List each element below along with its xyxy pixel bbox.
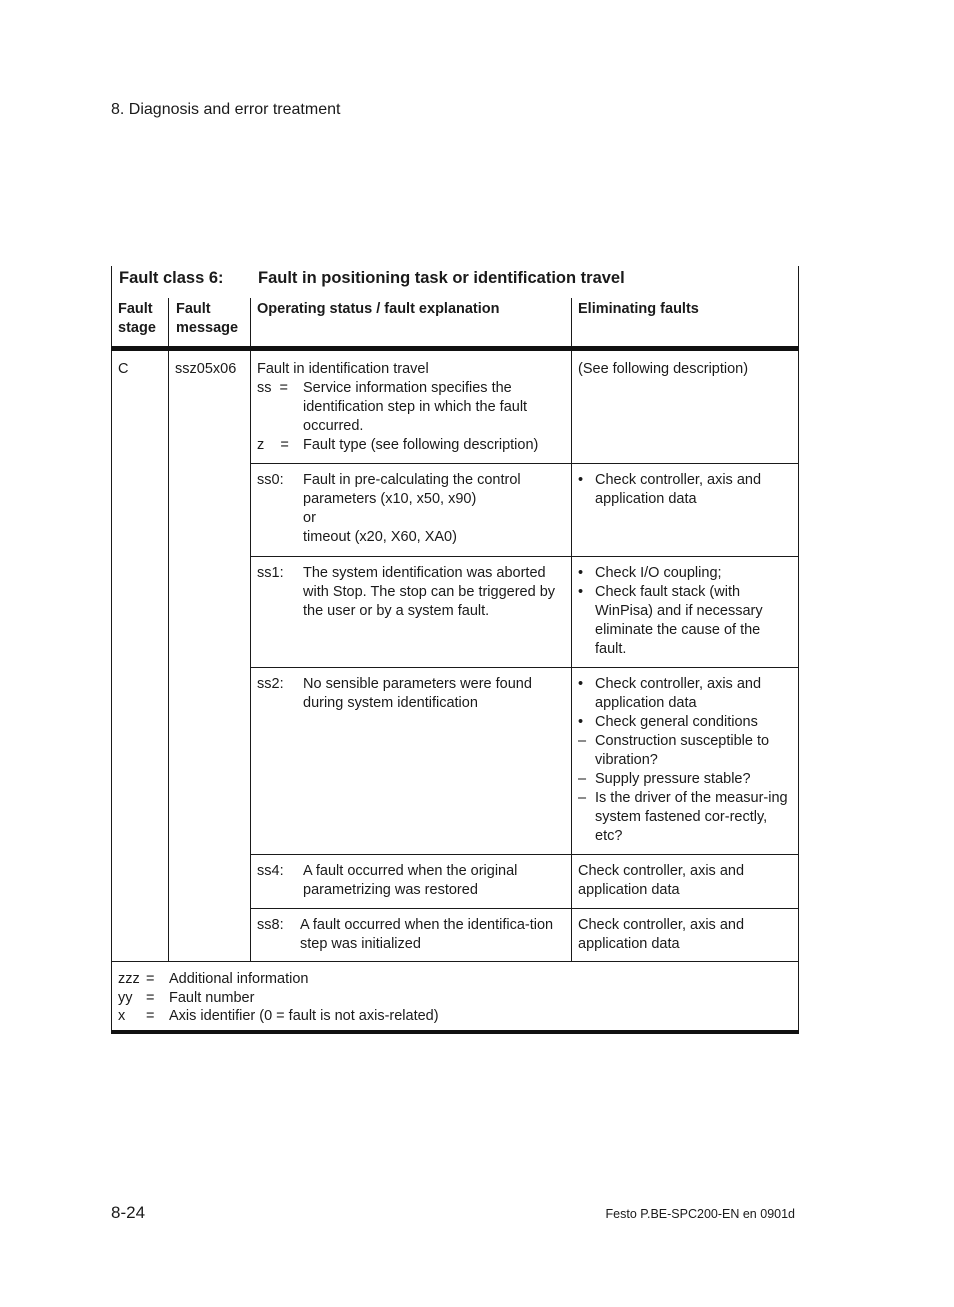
page-number: 8-24 [111, 1203, 146, 1222]
step-key: ss8: [257, 917, 284, 933]
def-key: ss = [257, 380, 289, 396]
legend-divider [111, 961, 799, 962]
row-2-explanation [257, 564, 562, 621]
step-key: ss0: [257, 472, 284, 488]
def-text: Service information specifies the identification step in which the fault occurred. [303, 380, 528, 434]
row-0-def-ss [257, 379, 562, 436]
header-fault-stage: Fault stage [118, 301, 156, 336]
row-3-eliminating [578, 675, 790, 846]
legend-item: yy = Fault number [118, 989, 255, 1006]
table-border-left [111, 266, 112, 1034]
row-0-explanation [257, 360, 562, 455]
col-divider-stage [168, 298, 169, 961]
row-1-explanation [257, 471, 562, 547]
chapter-heading: 8. Diagnosis and error treatment [111, 101, 341, 118]
fault-message-value: ssz05x06 [175, 361, 237, 377]
table-title [119, 269, 625, 288]
row-4-eliminating: Check controller, axis and application data [578, 863, 745, 898]
header-explanation: Operating status / fault explanation [257, 301, 500, 317]
list-item: • Check general conditions [578, 714, 758, 730]
fault-stage-value: C [118, 361, 129, 377]
legend-item: zzz = Additional information [118, 971, 309, 987]
legend [118, 970, 788, 1026]
row-divider-5 [250, 908, 799, 909]
header-eliminating: Eliminating faults [578, 301, 699, 317]
row-4-explanation [257, 862, 562, 900]
def-key: z = [257, 437, 289, 453]
list-item: – Is the driver of the measur-ing system fastened cor-rectly, etc? [578, 790, 788, 844]
bottom-rule [111, 1030, 799, 1034]
col-divider-explanation [571, 298, 572, 961]
step-key: ss4: [257, 863, 284, 879]
step-key: ss1: [257, 565, 284, 581]
document-reference: Festo P.BE-SPC200-EN en 0901d [605, 1207, 795, 1221]
step-text: Fault in pre-calculating the control parameters (x10, x50, x90) or timeout (x20, X60, XA0) [303, 472, 521, 545]
row-2-eliminating [578, 564, 790, 659]
row-5-eliminating: Check controller, axis and application data [578, 917, 745, 952]
row-divider-2 [250, 556, 799, 557]
row-0-intro: Fault in identification travel [257, 361, 429, 377]
row-3-explanation [257, 675, 562, 713]
step-text: A fault occurred when the original parametrizing was restored [303, 863, 518, 898]
step-text: No sensible parameters were found during system identification [303, 676, 532, 711]
header-fault-message: Fault message [176, 301, 239, 336]
row-5-explanation [257, 916, 562, 954]
list-item: • Check controller, axis and application data [578, 472, 762, 507]
row-divider-3 [250, 667, 799, 668]
list-item: – Construction susceptible to vibration? [578, 733, 770, 768]
fault-table [111, 266, 799, 1034]
row-0-eliminating: (See following description) [578, 361, 749, 377]
row-divider-4 [250, 854, 799, 855]
legend-item: x = Axis identifier (0 = fault is not axis-related) [118, 1008, 439, 1024]
fault-class-label: Fault class 6: [119, 269, 224, 287]
row-1-eliminating [578, 471, 790, 509]
row-0-def-z [257, 436, 562, 455]
def-text: Fault type (see following description) [303, 437, 539, 453]
list-item: • Check I/O coupling; [578, 565, 722, 581]
step-text: The system identification was aborted with Stop. The stop can be triggered by the user or by a system fault. [303, 565, 556, 619]
col-divider-message [250, 298, 251, 961]
list-item: – Supply pressure stable? [578, 771, 751, 787]
list-item: • Check fault stack (with WinPisa) and if necessary eliminate the cause of the fault. [578, 584, 763, 657]
step-key: ss2: [257, 676, 284, 692]
table-border-right [798, 266, 799, 1034]
list-item: • Check controller, axis and application data [578, 676, 762, 711]
step-text: A fault occurred when the identifica-tion step was initialized [300, 917, 554, 952]
row-divider-1 [250, 463, 799, 464]
header-rule [111, 346, 799, 351]
fault-class-title: Fault in positioning task or identification travel [258, 269, 625, 287]
